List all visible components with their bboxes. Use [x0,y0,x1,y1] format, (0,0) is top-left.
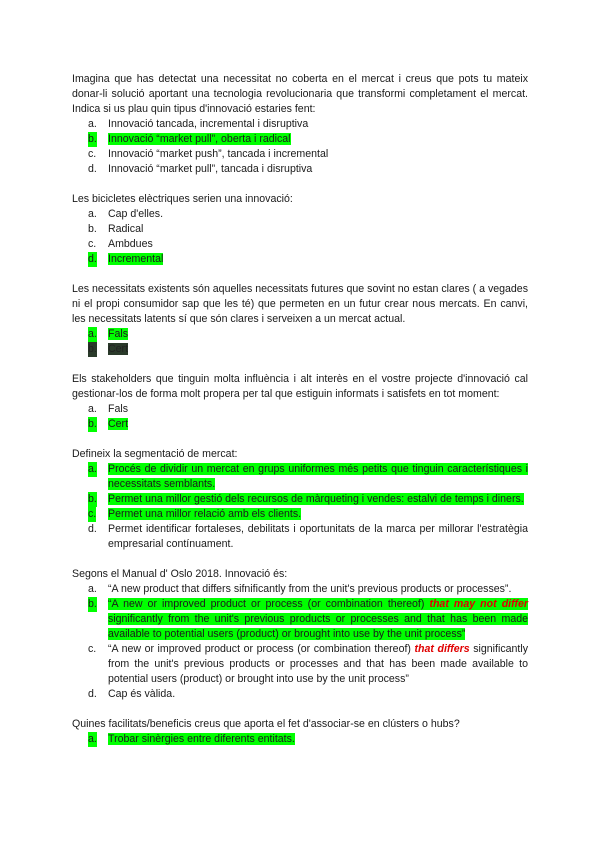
option-letter: a. [88,208,97,220]
option-list [72,582,528,702]
option-letter: b. [88,343,97,355]
option-item [72,522,528,552]
option-item [72,162,528,177]
option-item-highlighted [72,417,528,432]
option-item [72,147,528,162]
option-item-dark-highlighted [72,342,528,357]
option-list [72,732,528,747]
question-text: Les bicicletes elèctriques serien una innovació: [72,193,293,205]
question-4 [72,372,528,432]
option-text: Innovació “market pull”, oberta i radical [108,133,291,145]
option-letter: a. [88,328,97,340]
option-text-after: significantly from the unit's previous products or processes and that has been made available to potential users (product) or brought into use by the unit process” [108,613,528,640]
question-text: Les necessitats existents són aquelles necessitats futures que sovint no estan clares ( a vegades ni el propi consumidor sap que les té) que permeten en un futur crear nous mercats. En canvi, les necessitats latents sí que són clares i serveixen a un mercat actual. [72,283,528,325]
option-text: Incremental [108,253,164,265]
question-text: Segons el Manual d' Oslo 2018. Innovació és: [72,568,288,580]
question-1 [72,72,528,177]
option-item-highlighted [72,252,528,267]
option-text: Ambdues [108,238,153,250]
option-letter: a. [88,118,97,130]
option-item [72,237,528,252]
option-letter: b. [88,418,97,430]
option-item-highlighted [72,327,528,342]
option-text: Fals [108,328,129,340]
option-letter: c. [88,643,97,655]
option-letter: a. [88,733,97,745]
question-7 [72,717,528,747]
option-item-highlighted [72,732,528,747]
question-3 [72,282,528,357]
option-text: Permet identificar fortaleses, debilitats i oportunitats de la marca per millorar l'estratègia empresarial contínuament. [108,523,528,550]
option-item [72,642,528,687]
option-item [72,222,528,237]
option-text: Innovació “market push”, tancada i incremental [108,148,329,160]
option-item [72,402,528,417]
option-list [72,327,528,357]
option-text: Procés de dividir un mercat en grups uniformes més petits que tinguin característiques i necessitats semblants. [108,463,528,490]
option-letter: d. [88,523,97,535]
option-text-before: “A new or improved product or process (or combination thereof) [108,598,430,610]
option-text: Permet una millor relació amb els clients. [108,508,302,520]
question-6 [72,567,528,702]
option-list [72,117,528,177]
option-letter: b. [88,223,97,235]
option-item-highlighted [72,462,528,492]
option-text: Innovació “market pull”, tancada i disruptiva [108,163,313,175]
option-text: Radical [108,223,144,235]
option-item [72,117,528,132]
question-text: Imagina que has detectat una necessitat no coberta en el mercat i creus que pots tu mateix donar-li solució aportant una tecnologia revolucionaria que transformi completament el mercat. Indica si us plau quin tipus d'innovació estaries fent: [72,73,528,115]
option-text-after: significantly from the unit's previous products or processes and that has been made available to potential users (product) or brought into use by the unit process” [108,643,529,685]
option-item-highlighted [72,507,528,522]
option-emphasis: that may not differ [429,598,528,610]
option-list [72,207,528,267]
option-letter: a. [88,403,97,415]
option-item [72,207,528,222]
option-item [72,582,528,597]
option-list [72,402,528,432]
option-item-highlighted [72,597,528,642]
question-5 [72,447,528,552]
option-letter: b. [88,133,97,145]
option-text: Cert [108,418,129,430]
option-text: Cap és vàlida. [108,688,176,700]
option-letter: a. [88,583,97,595]
question-text: Quines facilitats/beneficis creus que aporta el fet d'associar-se en clústers o hubs? [72,718,460,730]
option-letter: b. [88,493,97,505]
question-text: Els stakeholders que tinguin molta influència i alt interès en el vostre projecte d'innovació cal gestionar-los de forma molt propera per tal que estiguin informats i satisfets en tot moment: [72,373,528,400]
option-emphasis: that differs [414,643,470,655]
option-text: Trobar sinèrgies entre diferents entitats. [108,733,295,745]
option-letter: c. [88,148,97,160]
option-text: Innovació tancada, incremental i disruptiva [108,118,309,130]
option-letter: d. [88,253,97,265]
option-text: Cap d'elles. [108,208,164,220]
option-letter: d. [88,688,97,700]
option-item [72,687,528,702]
option-text: Permet una millor gestió dels recursos de màrqueting i vendes: estalvi de temps i diners. [108,493,524,505]
option-text: Fals [108,403,129,415]
option-list [72,462,528,552]
option-letter: d. [88,163,97,175]
option-letter: c. [88,238,97,250]
option-text: Cert [108,343,129,355]
option-text-before: “A new or improved product or process (or combination thereof) [108,643,415,655]
question-2 [72,192,528,267]
option-text: “A new product that differs sifnificantly from the unit's previous products or processes”. [108,583,512,595]
option-letter: c. [88,508,97,520]
option-letter: b. [88,598,97,610]
option-item-highlighted [72,132,528,147]
option-letter: a. [88,463,97,475]
option-item-highlighted [72,492,528,507]
question-text: Defineix la segmentació de mercat: [72,448,238,460]
document-page [72,72,528,762]
